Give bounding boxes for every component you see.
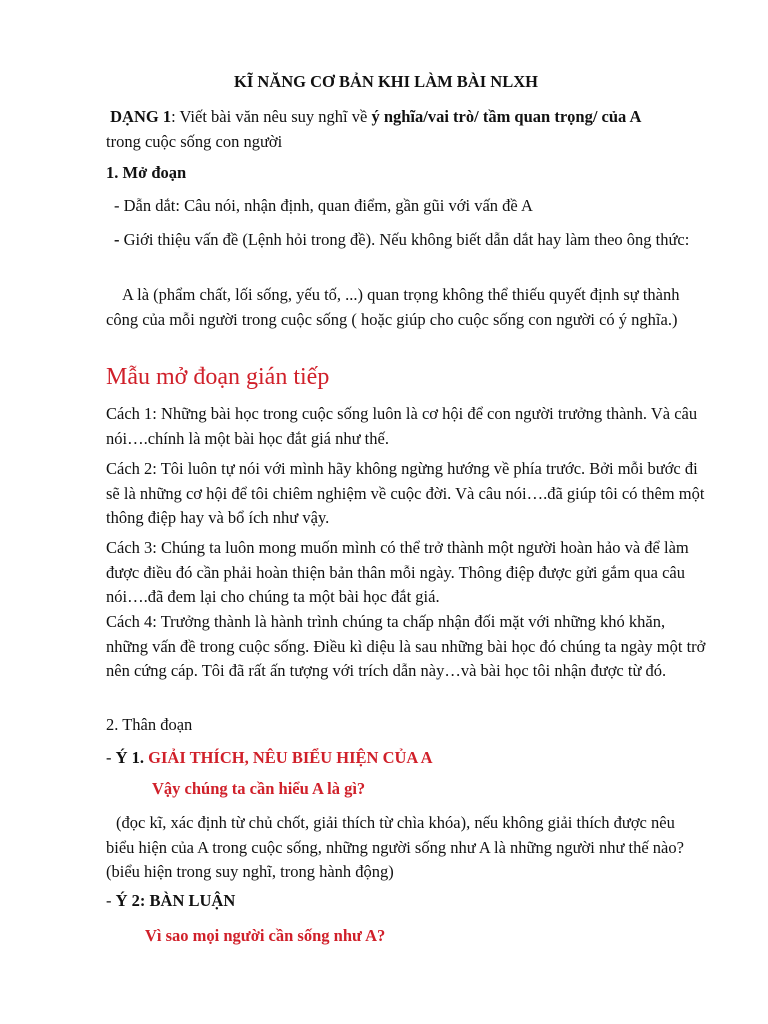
section1-heading: 1. Mở đoạn	[106, 163, 187, 182]
section1-formula: A là (phẩm chất, lối sống, yếu tố, ...) quan trọng không thể thiếu quyết định sự thành công của mỗi người trong cuộc sống ( hoặc giúp cho cuộc sống con người có ý nghĩa.)	[106, 285, 680, 329]
y1-heading: - Ý 1. GIẢI THÍCH, NÊU BIỂU HIỆN CỦA A	[106, 748, 433, 767]
dang1-label: DẠNG 1	[110, 107, 172, 126]
y1-question: Vậy chúng ta cần hiểu A là gì?	[152, 779, 366, 798]
y2-question: Vì sao mọi người cần sống như A?	[145, 926, 386, 945]
sample-heading: Mẫu mở đoạn gián tiếp	[106, 364, 330, 390]
section2-heading: 2. Thân đoạn	[106, 715, 193, 734]
cach4-paragraph: Cách 4: Trưởng thành là hành trình chúng ta chấp nhận đối mặt với những khó khăn, những vấn đề trong cuộc sống. Điều kì diệu là sau những bài học đó chúng ta ngày một trở nên cứng cáp. Tôi đã rất ấn tượng với trích dẫn này…và bài học tôi nhận được từ đó.	[106, 612, 706, 680]
cach2-paragraph: Cách 2: Tôi luôn tự nói với mình hãy không ngừng hướng về phía trước. Bởi mỗi bước đi sẽ là những cơ hội để tôi chiêm nghiệm về cuộc đời. Và câu nói….đã giúp tôi có thêm một thông điệp hay và bổ ích như vậy.	[106, 459, 705, 527]
dang1-text-cont: trong cuộc sống con người	[106, 131, 283, 151]
cach3-paragraph: Cách 3: Chúng ta luôn mong muốn mình có thể trở thành một người hoàn hảo và để làm được điều đó cần phải hoàn thiện bản thân mỗi ngày. Thông điệp được gửi gắm qua câu nói….đã đem lại cho chúng ta một bài học đắt giá.	[106, 538, 689, 606]
dang1-bold-text: ý nghĩa/vai trò/ tầm quan trọng/ của A	[371, 107, 642, 126]
y1-body: (đọc kĩ, xác định từ chủ chốt, giải thích từ chìa khóa), nếu không giải thích được nêu biểu hiện của A trong cuộc sống, những người sống như A là những người như thế nào? (biểu hiện trong suy nghĩ, trong hành động)	[106, 813, 684, 881]
y2-heading: - Ý 2: BÀN LUẬN	[106, 891, 236, 910]
document-title: KĨ NĂNG CƠ BẢN KHI LÀM BÀI NLXH	[234, 72, 538, 91]
cach1-paragraph: Cách 1: Những bài học trong cuộc sống luôn là cơ hội để con người trưởng thành. Và câu nói….chính là một bài học đắt giá như thế.	[106, 404, 698, 448]
section1-item-intro: - Giới thiệu vấn đề (Lệnh hỏi trong đề). Nếu không biết dẫn dắt hay làm theo ông thức:	[114, 230, 690, 249]
dang1-paragraph	[106, 105, 706, 154]
section1-item-lead-in: - Dẫn dắt: Câu nói, nhận định, quan điểm, gần gũi với vấn đề A	[114, 196, 533, 215]
dang1-text: : Viết bài văn nêu suy nghĩ về	[171, 107, 372, 126]
